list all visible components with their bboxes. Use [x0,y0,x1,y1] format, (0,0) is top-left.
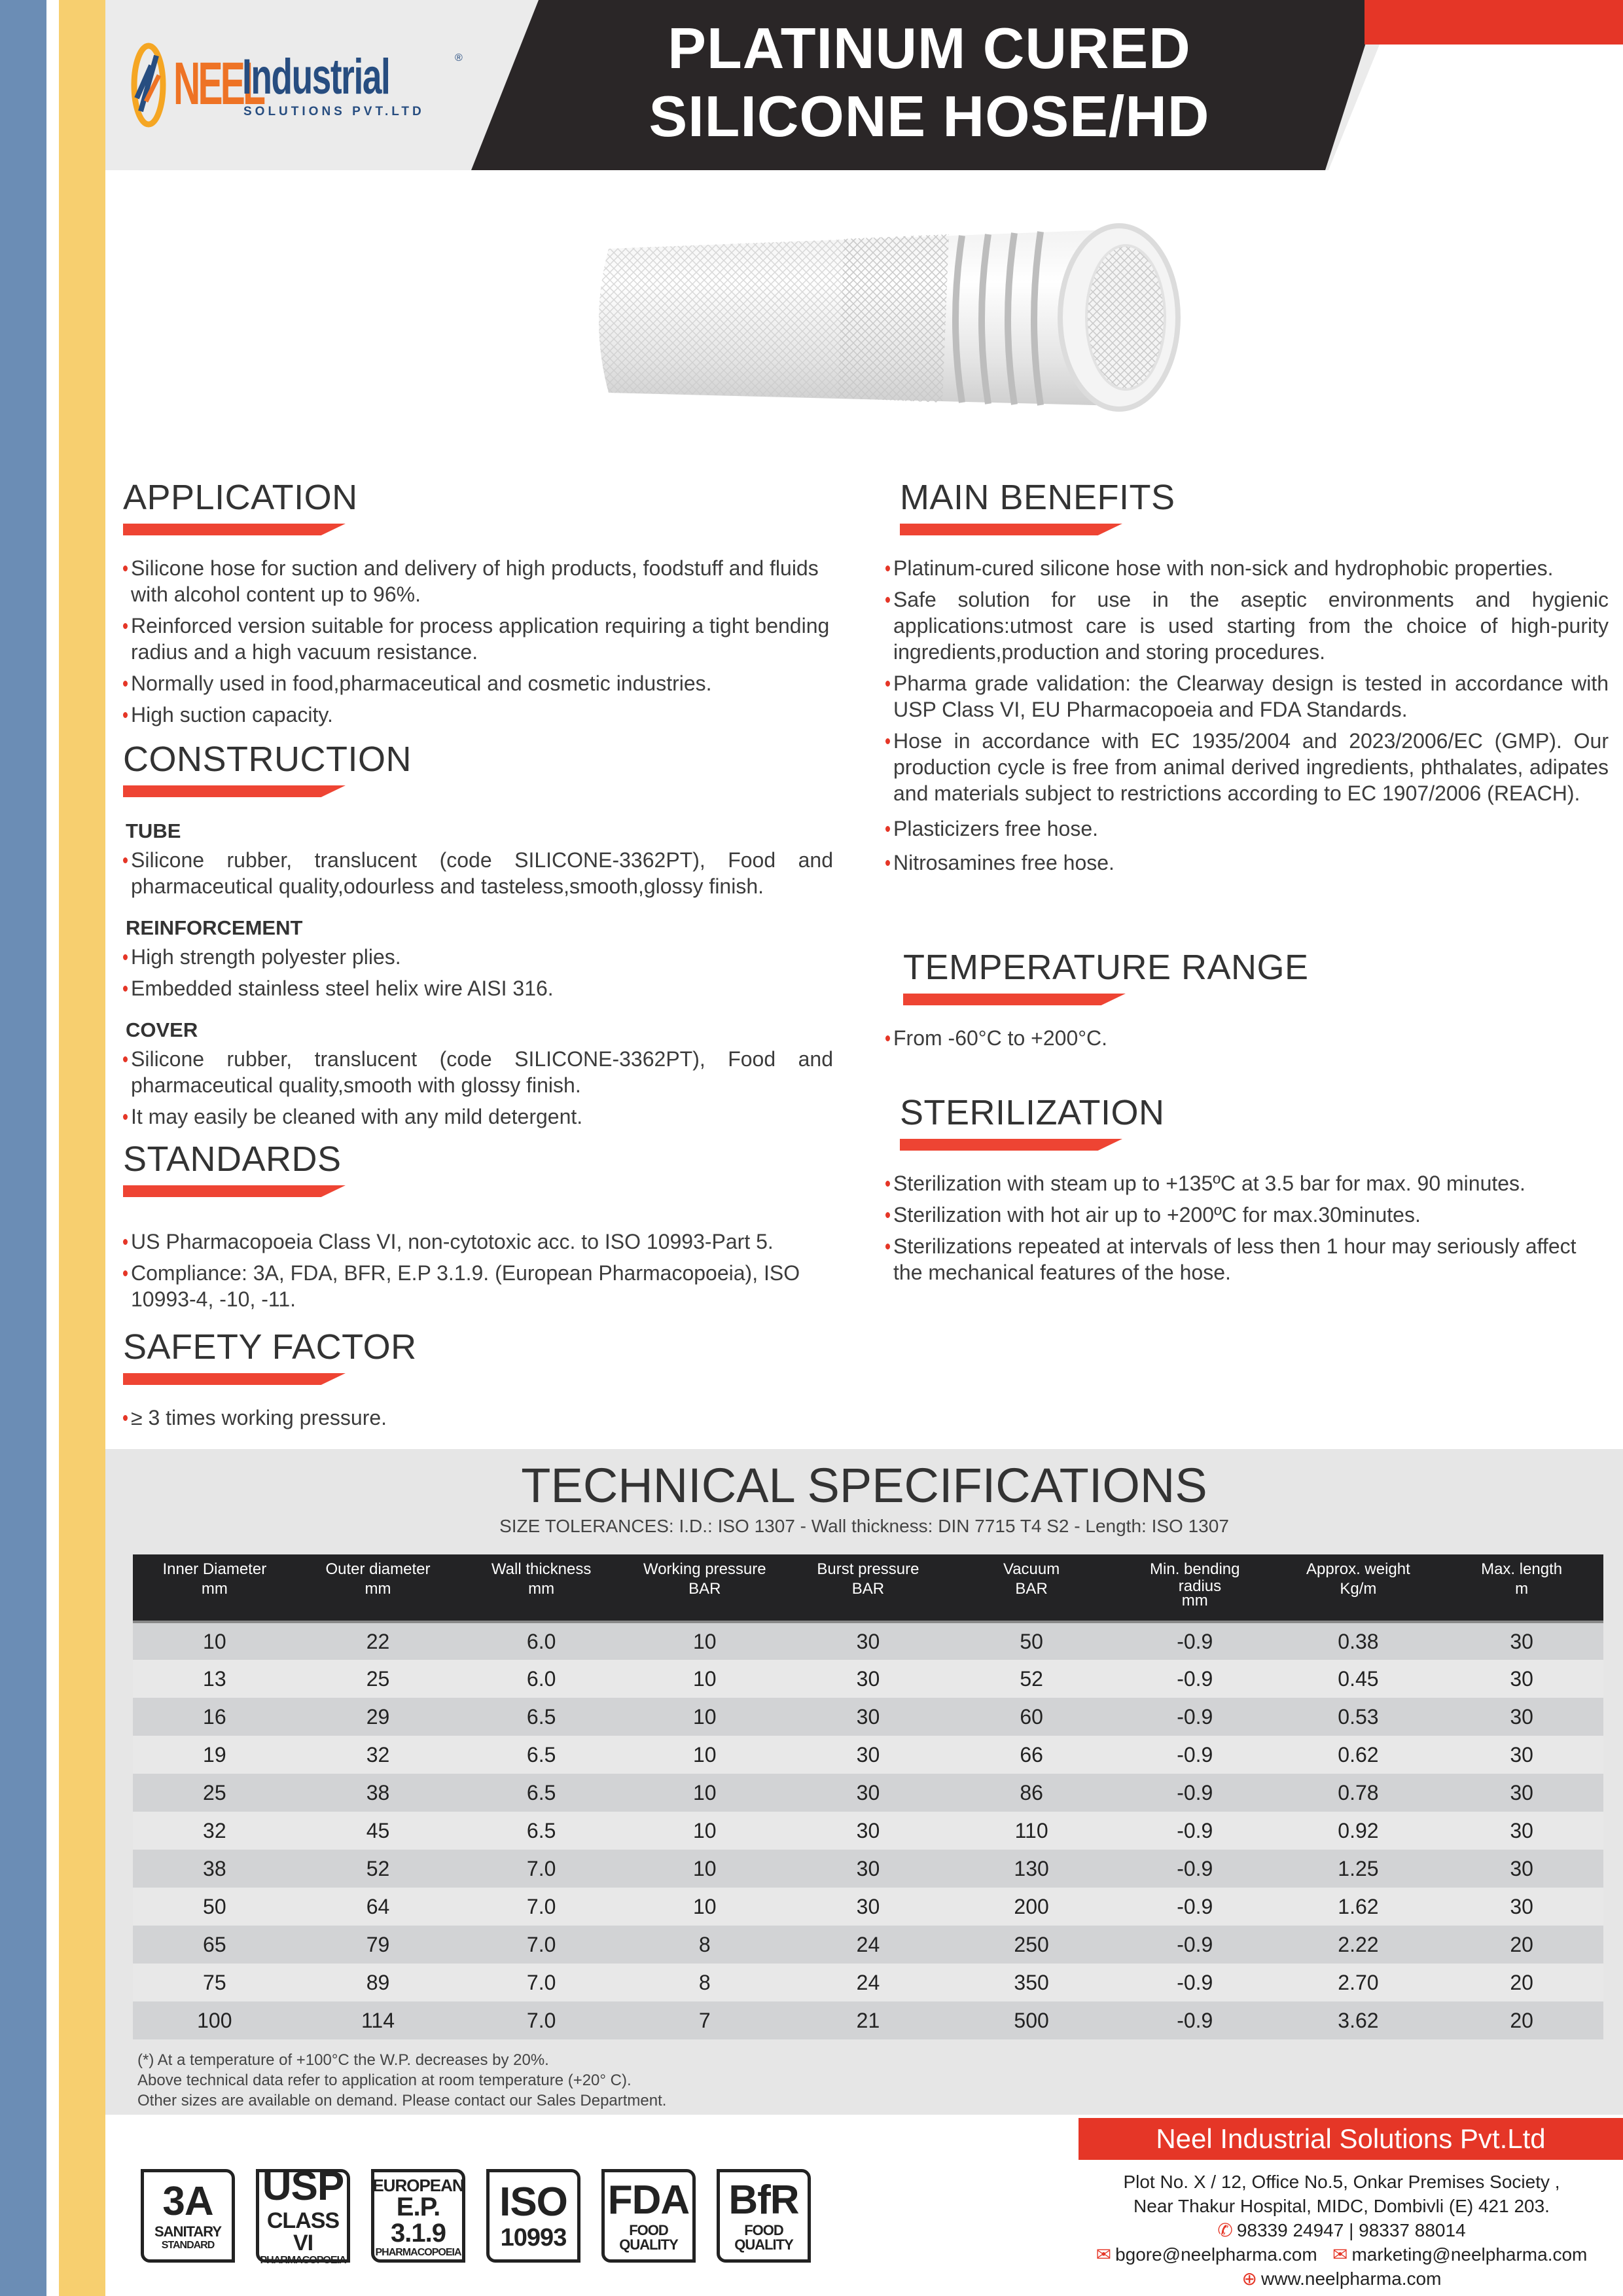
table-cell: 8 [623,1926,787,1964]
table-cell: 10 [623,1812,787,1850]
mail-icon: ✉ [1096,2244,1112,2265]
specs-heading: TECHNICAL SPECIFICATIONS [521,1458,1207,1513]
column-header [950,1554,1113,1622]
table-cell: 7.0 [459,1888,623,1926]
table-cell: 30 [1440,1850,1603,1888]
list-item: Sterilization with hot air up to +200ºC for max.30minutes. [885,1202,1609,1228]
safety-factor-heading: SAFETY FACTOR [123,1327,417,1367]
table-cell: -0.9 [1113,1850,1277,1888]
table-cell: -0.9 [1113,1736,1277,1774]
table-cell: -0.9 [1113,1774,1277,1812]
heading-underline [123,1373,346,1385]
heading-underline [123,785,346,797]
heading-underline [903,994,1126,1005]
list-item: Platinum-cured silicone hose with non-sick and hydrophobic properties. [885,555,1609,581]
table-row [133,2001,1603,2039]
table-cell: 30 [1440,1812,1603,1850]
table-cell: 500 [950,2001,1113,2039]
table-cell: 52 [950,1660,1113,1698]
table-cell: 3.62 [1277,2001,1440,2039]
list-item: Reinforced version suitable for process application requiring a tight bending radius and a high vacuum resistance. [123,613,833,665]
logo-registered: ® [455,52,463,63]
table-cell: 24 [787,1964,950,2001]
badge-text: SANITARY [154,2223,221,2240]
table-cell: 100 [133,2001,296,2039]
column-name: Max. length [1481,1560,1563,1578]
table-cell: 0.62 [1277,1736,1440,1774]
temperature-range-section [885,948,1609,1056]
table-cell: -0.9 [1113,1964,1277,2001]
main-benefits-heading: MAIN BENEFITS [900,478,1175,517]
badge-text: EUROPEAN [372,2175,464,2195]
table-row [133,1736,1603,1774]
application-list [123,555,833,728]
table-row [133,1774,1603,1812]
phone-numbers[interactable]: 98339 24947 | 98337 88014 [1236,2220,1466,2240]
badge-text: BfR [728,2177,799,2223]
table-cell: 30 [1440,1888,1603,1926]
table-cell: 350 [950,1964,1113,2001]
table-cell: 130 [950,1850,1113,1888]
table-cell: 10 [623,1736,787,1774]
table-cell: -0.9 [1113,1812,1277,1850]
title-line-1: PLATINUM CURED [668,16,1191,81]
list-item: Hose in accordance with EC 1935/2004 and 2023/2006/EC (GMP). Our production cycle is free from animal derived ingredients, phthalates, adipates and materials subject to restrictions according to EC 1907/2006 (REACH). [885,728,1609,806]
table-body [133,1622,1603,2039]
table-cell: 65 [133,1926,296,1964]
badge-text: FOOD QUALITY [734,2221,793,2253]
table-cell: 6.0 [459,1660,623,1698]
note-line: (*) At a temperature of +100°C the W.P. decreases by 20%. [137,2051,549,2069]
badge-text: USP [262,2163,344,2209]
list-item: ≥ 3 times working pressure. [123,1405,833,1431]
table-cell: 45 [296,1812,460,1850]
certification-badge [256,2163,350,2266]
badge-text: ISO [499,2179,567,2225]
badge-text: CLASS VI [266,2208,340,2255]
certification-badge [717,2169,811,2263]
table-cell: 114 [296,2001,460,2039]
list-item: It may easily be cleaned with any mild detergent. [123,1103,833,1130]
note-line: Above technical data refer to application at room temperature (+20° C). [137,2072,632,2089]
table-cell: 50 [133,1888,296,1926]
table-cell: 30 [787,1850,950,1888]
table-cell: 7.0 [459,2001,623,2039]
table-cell: 30 [787,1622,950,1660]
logo-neel: NEEL [173,50,264,117]
table-cell: 32 [133,1812,296,1850]
list-item: Silicone rubber, translucent (code SILICONE-3362PT), Food and pharmaceutical quality,smooth with glossy finish. [123,1046,833,1098]
list-item: Safe solution for use in the aseptic environments and hygienic applications:utmost care is used starting from the choice of high-purity ingredients,production and storing procedures. [885,586,1609,665]
table-row [133,1812,1603,1850]
table-cell: 250 [950,1926,1113,1964]
cover-subheading: COVER [126,1018,198,1041]
table-cell: 6.5 [459,1774,623,1812]
table-cell: 64 [296,1888,460,1926]
temperature-range-heading: TEMPERATURE RANGE [903,948,1309,987]
safety-factor-section [123,1327,833,1436]
table-cell: 110 [950,1812,1113,1850]
address-line-1: Plot No. X / 12, Office No.5, Onkar Premises Society , [1123,2172,1560,2192]
email-link-1[interactable]: bgore@neelpharma.com [1115,2244,1317,2265]
heading-underline [123,524,346,535]
left-column [123,0,833,1440]
column-name: Vacuum [1003,1560,1060,1578]
column-unit: BAR [851,1580,885,1598]
table-cell: 25 [296,1660,460,1698]
table-cell: 2.70 [1277,1964,1440,2001]
note-line: Other sizes are available on demand. Please contact our Sales Department. [137,2092,667,2109]
table-cell: 25 [133,1774,296,1812]
table-cell: 10 [623,1660,787,1698]
list-item: From -60°C to +200°C. [885,1025,1609,1051]
certification-badges [141,2163,811,2266]
column-header [623,1554,787,1622]
footer-contact [1060,2170,1623,2291]
tube-subheading: TUBE [126,819,181,842]
list-item: Embedded stainless steel helix wire AISI 316. [123,975,833,1001]
table-cell: 50 [950,1622,1113,1660]
column-name: Approx. weight [1306,1560,1410,1578]
table-cell: 20 [1440,2001,1603,2039]
column-name: Inner Diameter [162,1560,267,1578]
column-header [459,1554,623,1622]
application-section [123,478,833,733]
left-stripe-yellow [59,0,105,2296]
table-cell: 79 [296,1926,460,1964]
website-line [1060,2267,1623,2291]
table-cell: 10 [623,1698,787,1736]
table-cell: 30 [787,1660,950,1698]
table-cell: 0.78 [1277,1774,1440,1812]
badge-text: FDA [607,2177,690,2223]
table-cell: 0.92 [1277,1812,1440,1850]
table-cell: 38 [296,1774,460,1812]
table-cell: 8 [623,1964,787,2001]
table-row [133,1698,1603,1736]
list-item: Sterilizations repeated at intervals of less then 1 hour may seriously affect the mechanical features of the hose. [885,1233,1609,1285]
main-benefits-section [885,478,1609,881]
size-tolerances: SIZE TOLERANCES: I.D.: ISO 1307 - Wall thickness: DIN 7715 T4 S2 - Length: ISO 1307 [499,1516,1229,1536]
list-item: US Pharmacopoeia Class VI, non-cytotoxic acc. to ISO 10993-Part 5. [123,1229,833,1255]
badge-text: PHARMACOPOEIA [375,2246,461,2258]
table-cell: 30 [1440,1736,1603,1774]
column-unit: mm [365,1580,391,1598]
table-cell: 10 [133,1622,296,1660]
table-cell: 1.25 [1277,1850,1440,1888]
table-cell: 7.0 [459,1964,623,2001]
table-cell: 20 [1440,1964,1603,2001]
column-unit: mm [528,1580,555,1598]
email-link-2[interactable]: marketing@neelpharma.com [1351,2244,1588,2265]
table-cell: 0.45 [1277,1660,1440,1698]
title-line-2: SILICONE HOSE/HD [649,84,1210,149]
table-row [133,1888,1603,1926]
table-cell: 20 [1440,1926,1603,1964]
table-cell: 60 [950,1698,1113,1736]
table-cell: 30 [787,1774,950,1812]
specs-notes [137,2050,666,2111]
column-unit: mm [201,1580,228,1598]
table-row [133,1660,1603,1698]
table-cell: 1.62 [1277,1888,1440,1926]
mail-icon: ✉ [1332,2244,1348,2265]
table-cell: -0.9 [1113,1660,1277,1698]
table-cell: 7 [623,2001,787,2039]
table-cell: 0.38 [1277,1622,1440,1660]
table-cell: 7.0 [459,1926,623,1964]
table-cell: 10 [623,1850,787,1888]
construction-heading: CONSTRUCTION [123,740,412,779]
sterilization-list [885,1170,1609,1285]
left-stripe-blue [0,0,46,2296]
table-cell: 32 [296,1736,460,1774]
list-item: Pharma grade validation: the Clearway design is tested in accordance with USP Class VI, EU Pharmacopoeia and FDA Standards. [885,670,1609,723]
column-header [787,1554,950,1622]
standards-heading: STANDARDS [123,1139,342,1179]
certification-badge [601,2169,696,2263]
badge-text: FOOD QUALITY [619,2221,678,2253]
table-row [133,1622,1603,1660]
table-cell: 6.0 [459,1622,623,1660]
table-row [133,1850,1603,1888]
table-cell: 13 [133,1660,296,1698]
specs-table [133,1554,1603,2039]
table-cell: -0.9 [1113,1622,1277,1660]
table-cell: -0.9 [1113,2001,1277,2039]
table-cell: 52 [296,1850,460,1888]
sterilization-section [885,1093,1609,1291]
table-cell: 30 [787,1812,950,1850]
standards-list [123,1229,833,1312]
table-header-row [133,1554,1603,1622]
column-unit: Kg/m [1340,1580,1377,1598]
right-column [885,0,1609,1440]
column-header [133,1554,296,1622]
heading-underline [900,1139,1122,1151]
tube-list [123,847,833,899]
badge-text: 10993 [500,2223,567,2251]
table-cell: 89 [296,1964,460,2001]
standards-section [123,1139,833,1318]
table-cell: -0.9 [1113,1926,1277,1964]
cover-list [123,1046,833,1130]
table-row [133,1964,1603,2001]
table-cell: 29 [296,1698,460,1736]
application-heading: APPLICATION [123,478,358,517]
list-item: Nitrosamines free hose. [885,850,1609,876]
table-cell: 16 [133,1698,296,1736]
list-item: Silicone hose for suction and delivery of high products, foodstuff and fluids with alcohol content up to 96%. [123,555,833,607]
list-item: Normally used in food,pharmaceutical and cosmetic industries. [123,670,833,696]
phone-line [1060,2218,1623,2242]
table-cell: 6.5 [459,1736,623,1774]
column-name: Burst pressure [817,1560,919,1578]
list-item: Silicone rubber, translucent (code SILICONE-3362PT), Food and pharmaceutical quality,odourless and tasteless,smooth,glossy finish. [123,847,833,899]
table-cell: 66 [950,1736,1113,1774]
temperature-list [885,1025,1609,1051]
table-cell: 22 [296,1622,460,1660]
list-item: High suction capacity. [123,702,833,728]
certification-badge [486,2169,580,2263]
column-header [1440,1554,1603,1622]
table-cell: 10 [623,1888,787,1926]
table-cell: 86 [950,1774,1113,1812]
badge-text: PHARMACOPOEIA [260,2254,346,2266]
table-cell: 30 [1440,1698,1603,1736]
globe-icon: ⊕ [1241,2269,1257,2289]
table-cell: 30 [1440,1622,1603,1660]
table-cell: 30 [787,1736,950,1774]
heading-underline [900,524,1122,535]
badge-text: STANDARD [161,2239,215,2251]
table-cell: 75 [133,1964,296,2001]
phone-icon: ✆ [1217,2220,1233,2240]
column-name: Working pressure [643,1560,766,1578]
table-cell: 38 [133,1850,296,1888]
table-cell: 21 [787,2001,950,2039]
table-cell: 10 [623,1774,787,1812]
column-unit: radius mm [1178,1577,1222,1609]
table-cell: 6.5 [459,1812,623,1850]
address-line-2: Near Thakur Hospital, MIDC, Dombivli (E) 421 203. [1133,2196,1550,2216]
safety-list [123,1405,833,1431]
list-item: Sterilization with steam up to +135ºC at 3.5 bar for max. 90 minutes. [885,1170,1609,1196]
table-cell: 2.22 [1277,1926,1440,1964]
column-header [1113,1554,1277,1622]
badge-text: E.P. 3.1.9 [391,2192,446,2248]
table-cell: 30 [1440,1774,1603,1812]
column-name: Min. bending [1150,1560,1240,1578]
table-row [133,1926,1603,1964]
table-cell: 30 [1440,1660,1603,1698]
table-cell: 19 [133,1736,296,1774]
table-cell: 30 [787,1698,950,1736]
column-name: Outer diameter [325,1560,431,1578]
column-unit: BAR [1015,1580,1048,1598]
footer-company-name: Neel Industrial Solutions Pvt.Ltd [1079,2118,1623,2160]
table-cell: 0.53 [1277,1698,1440,1736]
reinforcement-list [123,944,833,1001]
table-cell: -0.9 [1113,1698,1277,1736]
certification-badge [141,2169,235,2263]
construction-section [123,740,833,1135]
table-cell: 6.5 [459,1698,623,1736]
column-unit: m [1515,1580,1529,1598]
email-line [1060,2242,1623,2267]
list-item: High strength polyester plies. [123,944,833,970]
column-header [296,1554,460,1622]
heading-underline [123,1185,346,1197]
column-header [1277,1554,1440,1622]
column-name: Wall thickness [491,1560,592,1578]
table-cell: 24 [787,1926,950,1964]
logo-industrial: Industrial [242,49,390,105]
benefits-list [885,555,1609,876]
reinforcement-subheading: REINFORCEMENT [126,916,303,939]
table-cell: -0.9 [1113,1888,1277,1926]
table-cell: 10 [623,1622,787,1660]
table-cell: 200 [950,1888,1113,1926]
website-link[interactable]: www.neelpharma.com [1261,2269,1442,2289]
sterilization-heading: STERILIZATION [900,1093,1165,1132]
list-item: Compliance: 3A, FDA, BFR, E.P 3.1.9. (European Pharmacopoeia), ISO 10993-4, -10, -11. [123,1260,833,1312]
list-item: Plasticizers free hose. [885,816,1609,842]
table-cell: 7.0 [459,1850,623,1888]
logo-tagline: SOLUTIONS PVT.LTD [243,105,425,118]
table-cell: 30 [787,1888,950,1926]
certification-badge [371,2169,465,2263]
column-unit: BAR [688,1580,721,1598]
badge-text: 3A [162,2178,213,2224]
